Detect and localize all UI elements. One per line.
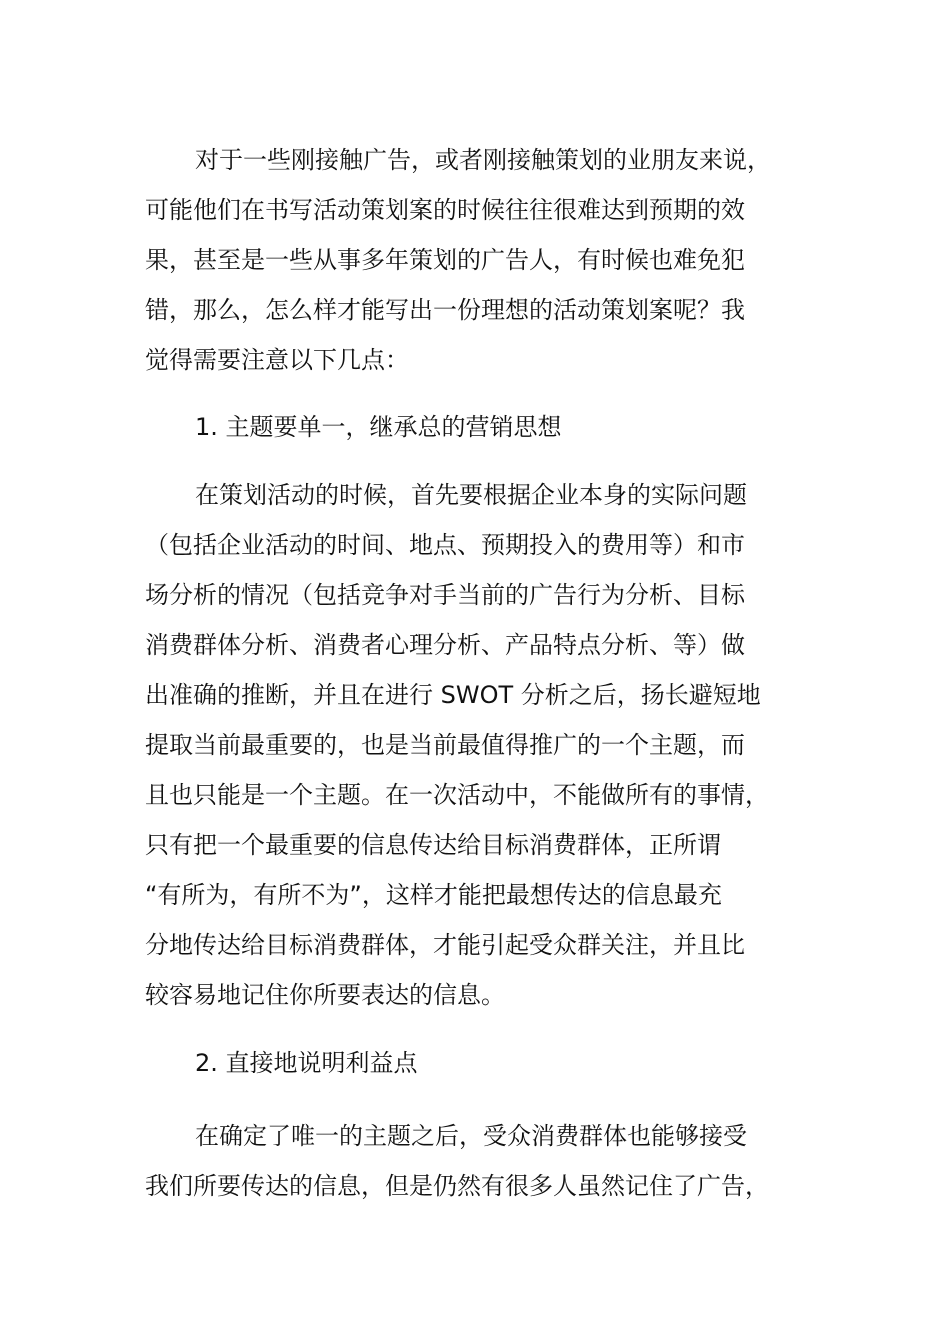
paragraph-2-line-5: 出准确的推断，并且在进行 SWOT 分析之后，扬长避短地 xyxy=(145,681,761,709)
paragraph-2-line-8: 只有把一个最重要的信息传达给目标消费群体，正所谓 xyxy=(145,831,721,859)
paragraph-1-line-3: 果，甚至是一些从事多年策划的广告人，有时候也难免犯 xyxy=(145,246,745,274)
paragraph-2-line-11: 较容易地记住你所要表达的信息。 xyxy=(145,981,505,1009)
paragraph-1-line-5: 觉得需要注意以下几点： xyxy=(145,346,409,374)
paragraph-2-line-2: （包括企业活动的时间、地点、预期投入的费用等）和市 xyxy=(145,531,745,559)
paragraph-3-line-1: 在确定了唯一的主题之后，受众消费群体也能够接受 xyxy=(195,1122,747,1150)
paragraph-2-line-7: 且也只能是一个主题。在一次活动中，不能做所有的事情， xyxy=(145,781,769,809)
paragraph-1-line-2: 可能他们在书写活动策划案的时候往往很难达到预期的效 xyxy=(145,196,745,224)
paragraph-1-line-1: 对于一些刚接触广告，或者刚接触策划的业朋友来说， xyxy=(195,146,771,174)
paragraph-1-line-4: 错，那么，怎么样才能写出一份理想的活动策划案呢？我 xyxy=(145,296,745,324)
paragraph-2-line-9: “有所为，有所不为”，这样才能把最想传达的信息最充 xyxy=(145,881,722,909)
paragraph-2-line-6: 提取当前最重要的，也是当前最值得推广的一个主题，而 xyxy=(145,731,745,759)
paragraph-2-line-10: 分地传达给目标消费群体，才能引起受众群关注，并且比 xyxy=(145,931,745,959)
section-heading-2: 2. 直接地说明利益点 xyxy=(195,1049,418,1077)
paragraph-2-line-1: 在策划活动的时候，首先要根据企业本身的实际问题 xyxy=(195,481,747,509)
section-heading-1: 1. 主题要单一，继承总的营销思想 xyxy=(195,413,562,441)
paragraph-2-line-4: 消费群体分析、消费者心理分析、产品特点分析、等）做 xyxy=(145,631,745,659)
paragraph-3-line-2: 我们所要传达的信息，但是仍然有很多人虽然记住了广告， xyxy=(145,1172,769,1200)
paragraph-2-line-3: 场分析的情况（包括竞争对手当前的广告行为分析、目标 xyxy=(145,581,745,609)
